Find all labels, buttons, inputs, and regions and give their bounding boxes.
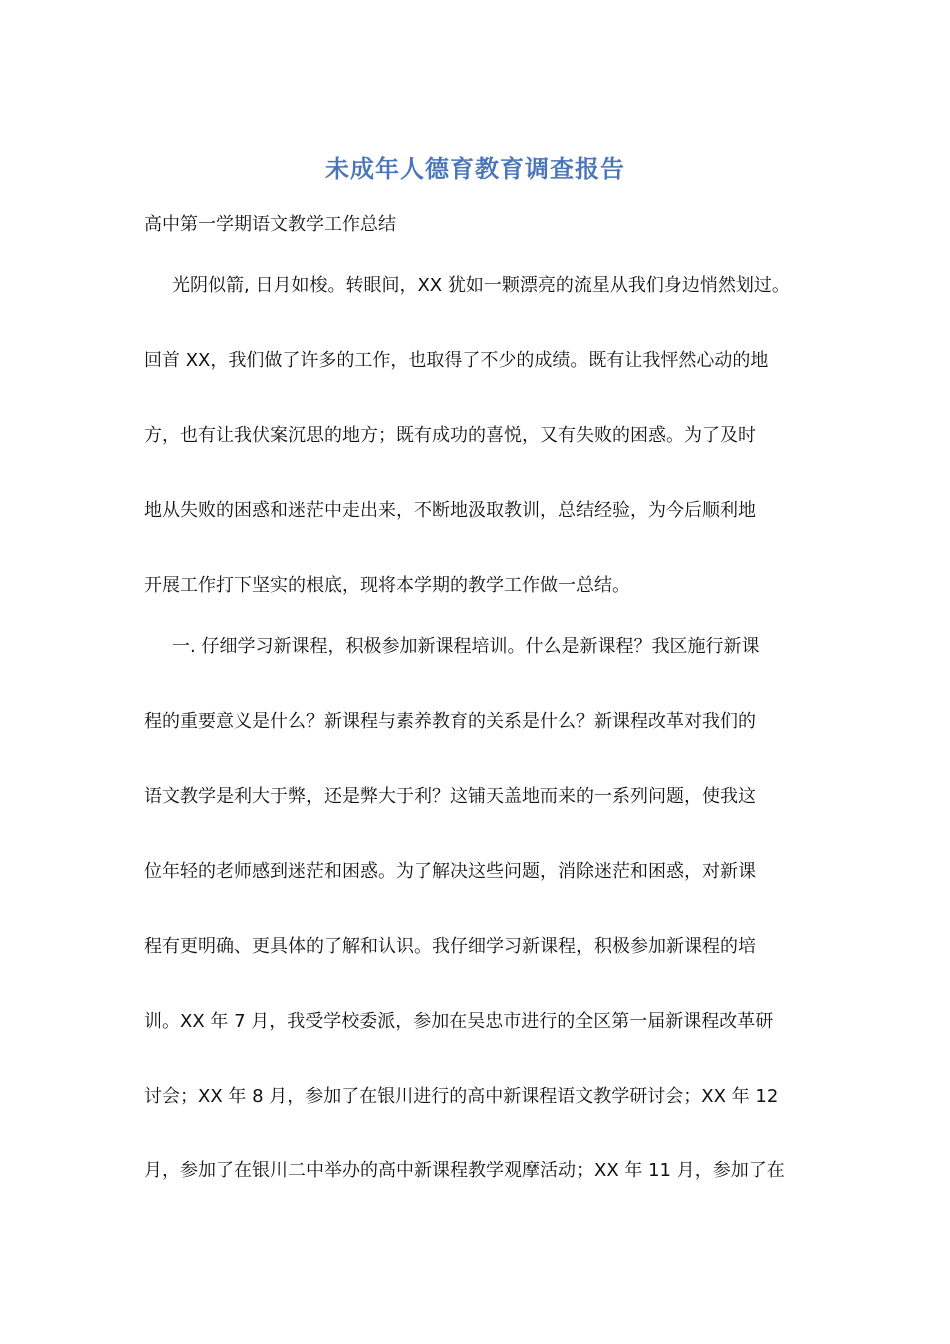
body-line: 程的重要意义是什么？新课程与素养教育的关系是什么？新课程改革对我们的 xyxy=(144,711,756,732)
body-line: 光阴似箭, 日月如梭。转眼间，XX 犹如一颗漂亮的流星从我们身边悄然划过。 xyxy=(172,275,790,296)
body-line: 方，也有让我伏案沉思的地方；既有成功的喜悦，又有失败的困惑。为了及时 xyxy=(144,425,756,446)
body-line: 训。XX 年 7 月，我受学校委派，参加在吴忠市进行的全区第一届新课程改革研 xyxy=(144,1011,774,1032)
body-line: 语文教学是利大于弊，还是弊大于利？这铺天盖地而来的一系列问题，使我这 xyxy=(144,786,756,807)
body-line: 开展工作打下坚实的根底，现将本学期的教学工作做一总结。 xyxy=(144,575,630,596)
body-line: 讨会；XX 年 8 月，参加了在银川进行的高中新课程语文教学研讨会；XX 年 12 xyxy=(144,1086,779,1107)
document-subtitle: 高中第一学期语文教学工作总结 xyxy=(144,214,396,235)
body-line: 月，参加了在银川二中举办的高中新课程教学观摩活动；XX 年 11 月，参加了在 xyxy=(144,1160,785,1181)
body-line: 程有更明确、更具体的了解和认识。我仔细学习新课程，积极参加新课程的培 xyxy=(144,936,756,957)
body-line: 地从失败的困惑和迷茫中走出来，不断地汲取教训，总结经验，为今后顺利地 xyxy=(144,500,756,521)
body-line: 位年轻的老师感到迷茫和困惑。为了解决这些问题，消除迷茫和困惑，对新课 xyxy=(144,861,756,882)
body-line: 回首 XX，我们做了许多的工作，也取得了不少的成绩。既有让我怦然心动的地 xyxy=(144,350,769,371)
body-line: 一. 仔细学习新课程，积极参加新课程培训。什么是新课程？我区施行新课 xyxy=(172,636,760,657)
document-title: 未成年人德育教育调查报告 xyxy=(325,154,625,183)
